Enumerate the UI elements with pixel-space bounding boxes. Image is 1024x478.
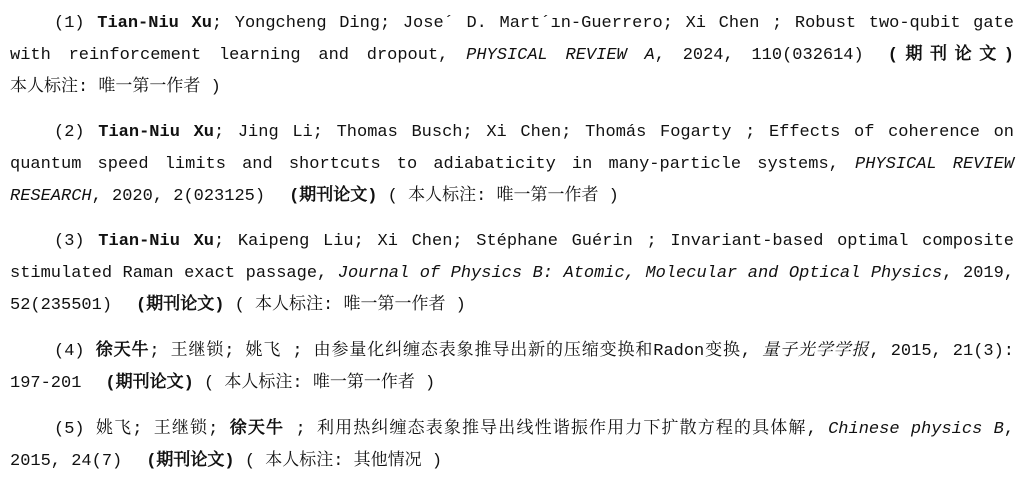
paper-title: ; Robust two-qubit gate with reinforcement learning and dropout, — [10, 14, 1014, 65]
paper-title: ; 利用热纠缠态表象推导出线性谐振作用力下扩散方程的具体解, — [284, 420, 829, 439]
lead-author: Tian-Niu Xu — [98, 123, 214, 142]
publication-details: , 2020, 2(023125) — [91, 187, 266, 206]
publication-details: , 2015, 24(7) — [10, 420, 1015, 471]
journal-name: PHYSICAL REVIEW A — [466, 46, 655, 65]
entry-number: (5) — [54, 420, 85, 439]
co-authors: ; Jing Li; Thomas Busch; Xi Chen; Thomás Fogarty — [213, 123, 732, 142]
publication-details: , 2019, 52(235501) — [10, 264, 1015, 315]
author-note: 本人标注: 唯一第一作者 ) — [10, 78, 221, 97]
publication-entry-3 — [10, 226, 1014, 322]
author-note: ( 本人标注: 唯一第一作者 ) — [224, 296, 466, 315]
lead-author: Tian-Niu Xu — [98, 232, 215, 251]
journal-name: Journal of Physics B: Atomic, Molecular and Optical Physics — [337, 264, 943, 283]
co-authors: ; Yongcheng Ding; Jose´ D. Mart´ın-Guerrero; Xi Chen — [211, 14, 760, 33]
publication-type: (期刊论文) — [289, 187, 378, 206]
journal-name: Chinese physics B — [828, 420, 1004, 439]
journal-name: PHYSICAL REVIEW RESEARCH — [10, 155, 1015, 206]
paper-title: ; Invariant-based optimal composite stimulated Raman exact passage, — [10, 232, 1014, 283]
co-authors: ; Kaipeng Liu; Xi Chen; Stéphane Guérin — [214, 232, 633, 251]
entry-number: (2) — [54, 123, 85, 142]
publication-type: (期刊论文) — [887, 46, 1014, 65]
author-note: ( 本人标注: 唯一第一作者 ) — [377, 187, 619, 206]
journal-name: 量子光学学报 — [762, 342, 870, 361]
publication-entry-1 — [10, 8, 1014, 104]
paper-title: ; Effects of coherence on quantum speed limits and shortcuts to adiabaticity in many-particle systems, — [10, 123, 1014, 174]
publication-type: (期刊论文) — [146, 452, 235, 471]
entry-number: (4) — [54, 342, 85, 361]
publication-type: (期刊论文) — [105, 374, 194, 393]
lead-author: Tian-Niu Xu — [97, 14, 212, 33]
co-authors: ; 王继锁; 姚飞 — [149, 342, 282, 361]
publication-type: (期刊论文) — [136, 296, 225, 315]
publication-entry-2 — [10, 117, 1014, 213]
entry-number: (1) — [54, 14, 85, 33]
publication-details: , 2015, 21(3): 197-201 — [10, 342, 1015, 393]
co-authors: 姚飞; 王继锁; — [95, 420, 230, 439]
lead-author: 徐天牛 — [95, 342, 150, 361]
paper-title: ; 由参量化纠缠态表象推导出新的压缩变换和Radon变换, — [281, 342, 763, 361]
publication-entry-5 — [10, 414, 1014, 478]
entry-number: (3) — [54, 232, 85, 251]
lead-author: 徐天牛 — [229, 420, 285, 439]
publication-entry-4 — [10, 336, 1014, 400]
publication-details: , 2024, 110(032614) — [654, 46, 864, 65]
author-note: ( 本人标注: 唯一第一作者 ) — [193, 374, 436, 393]
author-note: ( 本人标注: 其他情况 ) — [234, 452, 443, 471]
